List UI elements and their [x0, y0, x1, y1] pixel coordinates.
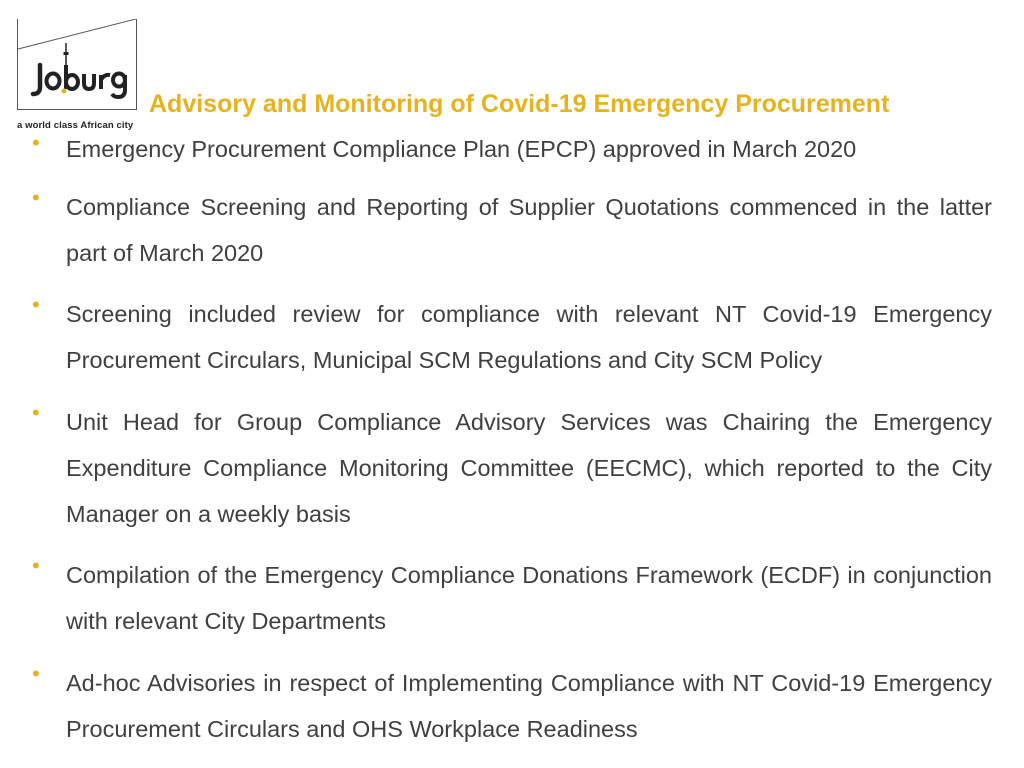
bullet-dot-icon: • [32, 130, 40, 155]
bullet-text: Emergency Procurement Compliance Plan (EPCP) approved in March 2020 [66, 136, 857, 162]
bullet-text: Compilation of the Emergency Compliance Donations Framework (ECDF) in conjunction with relevant City Departments [66, 562, 992, 634]
bullet-item [32, 399, 992, 537]
logo-tagline: a world class African city [17, 120, 134, 131]
bullet-dot-icon: • [32, 292, 40, 317]
bullet-dot-icon: • [32, 660, 40, 686]
bullet-text: Compliance Screening and Reporting of Supplier Quotations commenced in the latter part of March 2020 [66, 193, 992, 266]
bullet-list [32, 130, 992, 767]
joburg-skyline-logo-icon [18, 19, 137, 110]
bullet-text: Ad-hoc Advisories in respect of Implementing Compliance with NT Covid-19 Emergency Procurement Circulars and OHS Workplace Readiness [66, 669, 992, 742]
bullet-item [32, 291, 992, 383]
bullet-dot-icon: • [32, 184, 40, 210]
bullet-text: Screening included review for compliance with relevant NT Covid-19 Emergency Procurement Circulars, Municipal SCM Regulations and City SCM Policy [66, 301, 992, 373]
joburg-logo [17, 19, 137, 110]
bullet-text: Unit Head for Group Compliance Advisory Services was Chairing the Emergency Expenditure Compliance Monitoring Committee (EECMC), which reported to the City Manager on a weekly basis [66, 408, 992, 527]
slide-title: Advisory and Monitoring of Covid-19 Emergency Procurement [149, 90, 890, 118]
bullet-dot-icon: • [32, 553, 40, 578]
bullet-item [32, 130, 992, 168]
bullet-item [32, 184, 992, 276]
bullet-item [32, 552, 992, 644]
bullet-dot-icon: • [32, 399, 40, 425]
bullet-item [32, 660, 992, 752]
